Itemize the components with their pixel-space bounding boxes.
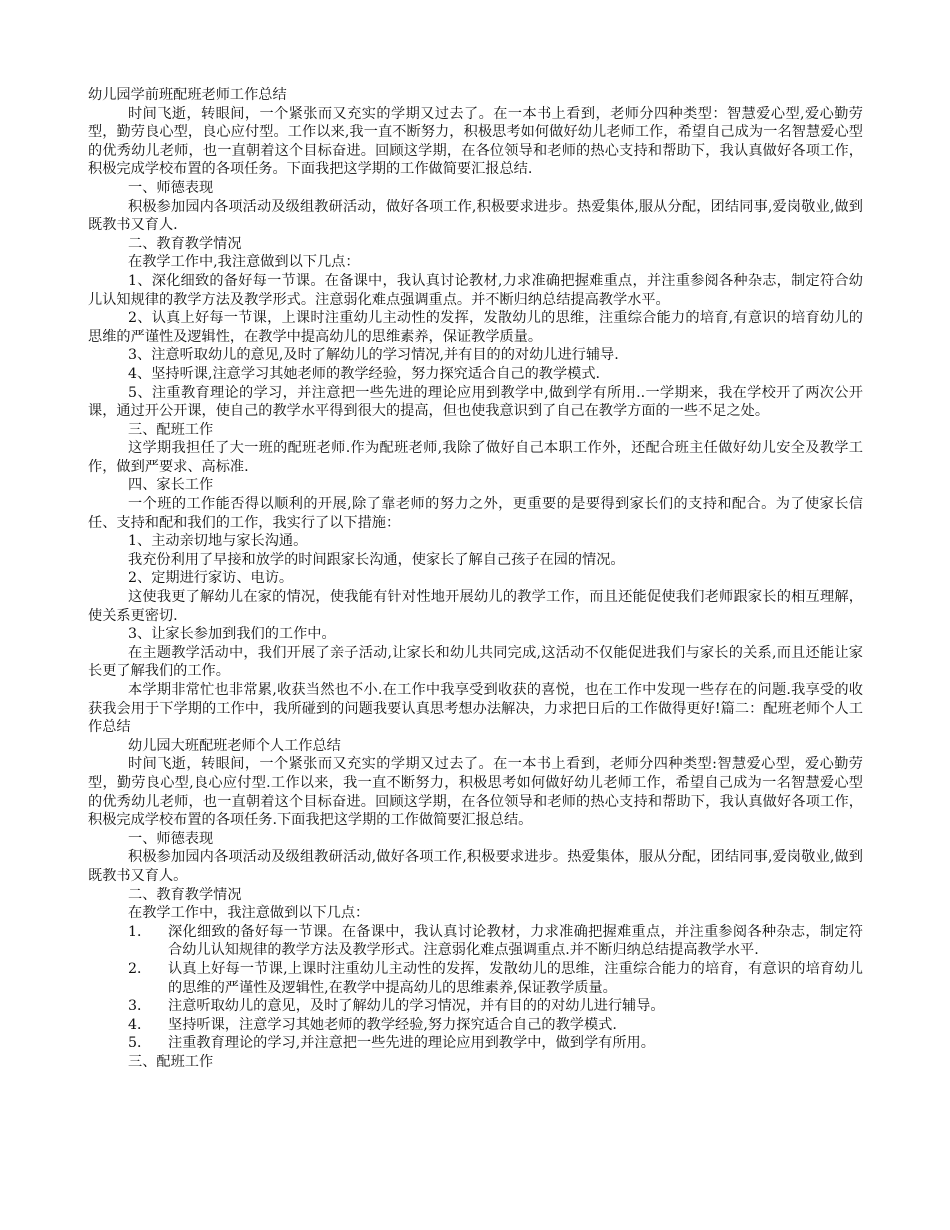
- teaching-item-2: 2、认真上好每一节课，上课时注重幼儿主动性的发挥，发散幼儿的思维，注重综合能力的培育,有意识的培育幼儿的思维的严谨性及逻辑性，在教学中提高幼儿的思维素养，保证教学质量。: [88, 310, 863, 345]
- parents-measure-3-text: 在主题教学活动中，我们开展了亲子活动,让家长和幼儿共同完成,这活动不仅能促进我们与家长的关系,而且还能让家长更了解我们的工作。: [88, 644, 863, 680]
- teaching-item-3: 3、注意听取幼儿的意见,及时了解幼儿的学习情况,并有目的的对幼儿进行辅导.: [128, 347, 619, 364]
- closing-paragraph: 本学期非常忙也非常累,收获当然也不小.在工作中我享受到收获的喜悦，也在工作中发现一些存在的问题.我享受的收获我会用于下学期的工作中，我所碰到的问题我要认真思考想办法解决，力求把日后的工作做得更好!篇二：配班老师个人工作总结: [88, 682, 863, 736]
- intro-paragraph: 时间飞逝，转眼间，一个紧张而又充实的学期又过去了。在一本书上看到，老师分四种类型：智慧爱心型,爱心勤劳型，勤劳良心型，良心应付型。工作以来,我一直不断努力，积极思考如何做好幼儿老师工作，希望自己成为一名智慧爱心型的优秀幼儿老师，也一直朝着这个目标奋进。回顾这学期，在各位领导和老师的热心支持和帮助下，我认真做好各项工作，积极完成学校布置的各项任务。下面我把这学期的工作做简要汇报总结.: [88, 105, 863, 178]
- list-item-number: 1．: [128, 923, 152, 940]
- list-item: [88, 960, 863, 997]
- second-section-heading-ethics: 一、师德表现: [128, 830, 214, 847]
- parents-measure-1-text: 我充份利用了早接和放学的时间跟家长沟通，使家长了解自己孩子在园的情况。: [128, 551, 625, 568]
- list-item: [88, 1016, 863, 1035]
- second-teaching-lead: 在教学工作中，我注意做到以下几点：: [128, 905, 370, 922]
- list-item-text: 深化细致的备好每一节课。在备课中，我认真讨论教材，力求准确把握难重点，并注重参阅各种杂志，制定符合幼儿认知规律的教学方法及教学形式。注意弱化难点强调重点.并不断归纳总结提高教学水平.: [168, 923, 863, 959]
- parents-measure-1: 1、主动亲切地与家长沟通。: [128, 533, 308, 550]
- parents-paragraph: 一个班的工作能否得以顺利的开展,除了靠老师的努力之外，更重要的是要得到家长们的支持和配合。为了使家长信任、支持和配和我们的工作，我实行了以下措施：: [88, 496, 863, 531]
- second-document-title: 幼儿园大班配班老师个人工作总结: [128, 737, 341, 754]
- section-heading-parents: 四、家长工作: [128, 477, 214, 494]
- list-item: [88, 1034, 863, 1053]
- list-item-number: 2．: [128, 960, 152, 977]
- teaching-item-5: 5、注重教育理论的学习，并注意把一些先进的理论应用到教学中,做到学有所用..一学期来，我在学校开了两次公开课，通过开公开课，使自己的教学水平得到很大的提高，但也使我意识到了自己在教学方面的一些不足之处。: [88, 384, 863, 420]
- list-item-number: 5．: [128, 1035, 152, 1052]
- assistant-paragraph: 这学期我担任了大一班的配班老师.作为配班老师,我除了做好自己本职工作外，还配合班主任做好幼儿安全及教学工作，做到严要求、高标准.: [88, 440, 863, 475]
- parents-measure-2: 2、定期进行家访、电访。: [128, 570, 294, 587]
- list-item-number: 3．: [128, 998, 152, 1015]
- second-teaching-list: [88, 923, 863, 1053]
- list-item-text: 注重教育理论的学习,并注意把一些先进的理论应用到教学中，做到学有所用。: [168, 1035, 655, 1052]
- document-page: [88, 86, 863, 1071]
- list-item-text: 认真上好每一节课,上课时注重幼儿主动性的发挥，发散幼儿的思维，注重综合能力的培育，有意识的培育幼儿的思维的严谨性及逻辑性,在教学中提高幼儿的思维素养,保证教学质量。: [168, 960, 863, 996]
- section-heading-assistant: 三、配班工作: [128, 421, 214, 438]
- ethics-paragraph: 积极参加园内各项活动及级组教研活动，做好各项工作,积极要求进步。热爱集体,服从分配，团结同事,爱岗敬业,做到既教书又育人.: [88, 198, 863, 234]
- teaching-item-1: 1、深化细致的备好每一节课。在备课中，我认真讨论教材,力求准确把握难重点，并注重参阅各种杂志，制定符合幼儿认知规律的教学方法及教学形式。注意弱化难点强调重点。并不断归纳总结提高教学水平。: [88, 272, 863, 308]
- list-item-number: 4．: [128, 1016, 152, 1033]
- second-section-heading-assistant: 三、配班工作: [128, 1053, 214, 1070]
- list-item: [88, 997, 863, 1016]
- second-ethics-paragraph: 积极参加园内各项活动及级组教研活动,做好各项工作,积极要求进步。热爱集体，服从分配，团结同事,爱岗敬业,做到既教书又育人。: [88, 849, 863, 884]
- document-title: 幼儿园学前班配班老师工作总结: [88, 87, 287, 103]
- section-heading-ethics: 一、师德表现: [128, 179, 214, 196]
- parents-measure-3: 3、让家长参加到我们的工作中。: [128, 626, 336, 643]
- list-item-text: 注意听取幼儿的意见，及时了解幼儿的学习情况，并有目的的对幼儿进行辅导。: [168, 998, 665, 1015]
- teaching-lead: 在教学工作中,我注意做到以下几点：: [128, 254, 360, 271]
- parents-measure-2-text: 这使我更了解幼儿在家的情况，使我能有针对性地开展幼儿的教学工作，而且还能促使我们老师跟家长的相互理解，使关系更密切.: [88, 589, 863, 624]
- second-intro-paragraph: 时间飞逝，转眼间，一个紧张而又充实的学期又过去了。在一本书上看到，老师分四种类型:智慧爱心型，爱心勤劳型，勤劳良心型,良心应付型.工作以来，我一直不断努力，积极思考如何做好幼儿老师工作，希望自己成为一名智慧爱心型的优秀幼儿老师，也一直朝着这个目标奋进。回顾这学期，在各位领导和老师的热心支持和帮助下，我认真做好各项工作，积极完成学校布置的各项任务.下面我把这学期的工作做简要汇报总结。: [88, 756, 863, 829]
- second-section-heading-teaching: 二、教育教学情况: [128, 886, 242, 903]
- section-heading-teaching: 二、教育教学情况: [128, 235, 242, 252]
- list-item: [88, 923, 863, 960]
- teaching-item-4: 4、坚持听课,注意学习其她老师的教学经验，努力探究适合自己的教学模式.: [128, 365, 601, 382]
- list-item-text: 坚持听课，注意学习其她老师的教学经验,努力探究适合自己的教学模式.: [168, 1016, 617, 1033]
